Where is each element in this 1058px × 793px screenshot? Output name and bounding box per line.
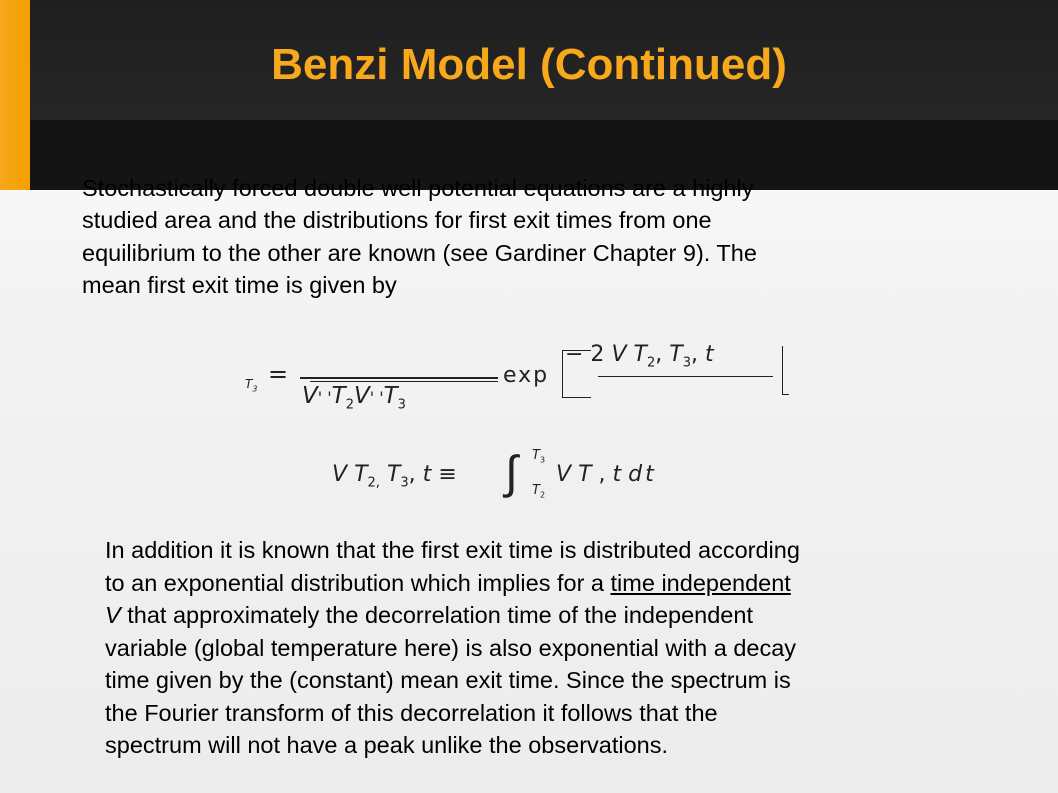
intro-line: studied area and the distributions for first exit times from one — [82, 207, 712, 233]
paragraph-line: time given by the (constant) mean exit time. Since the spectrum is — [105, 667, 791, 693]
intro-line-clipped: Stochastically forced double well potential equations are a highly — [82, 175, 754, 201]
exit-time-paragraph — [105, 534, 985, 762]
intro-line: equilibrium to the other are known (see Gardiner Chapter 9). The — [82, 239, 757, 266]
paragraph-line: the Fourier transform of this decorrelation it follows that the — [105, 699, 718, 726]
slide-title: Benzi Model (Continued) — [271, 40, 787, 89]
paragraph-line: In addition it is known that the first exit time is distributed according — [105, 537, 800, 563]
upper-limit: $T_3$ — [532, 448, 546, 465]
paragraph-line: to an exponential distribution which implies for a time independent — [105, 569, 791, 596]
paragraph-line: V that approximately the decorrelation time of the independent — [105, 602, 753, 628]
eq2-lhs: V $T_{2,}$ $T_3$, t ≡ — [332, 462, 457, 491]
exp-function: exp — [503, 363, 550, 388]
exp-numerator: − 2 V $T_2$, $T_3$, t — [565, 342, 714, 371]
equals-sign: = — [268, 360, 289, 388]
intro-line: mean first exit time is given by — [82, 272, 397, 298]
paragraph-line: spectrum will not have a peak unlike the observations. — [105, 732, 669, 758]
integral-sign: ∫ — [505, 445, 518, 499]
lhs-subscript: $T_3$ — [245, 377, 258, 394]
integrand: V T , t dt — [556, 462, 657, 487]
time-independent-link: time independent — [610, 569, 791, 596]
lower-limit: $T_2$ — [532, 483, 546, 500]
paragraph-line: variable (global temperature here) is also exponential with a decay — [105, 634, 797, 661]
denominator: V' '$T_2V$' '$T_3$ — [302, 383, 406, 413]
